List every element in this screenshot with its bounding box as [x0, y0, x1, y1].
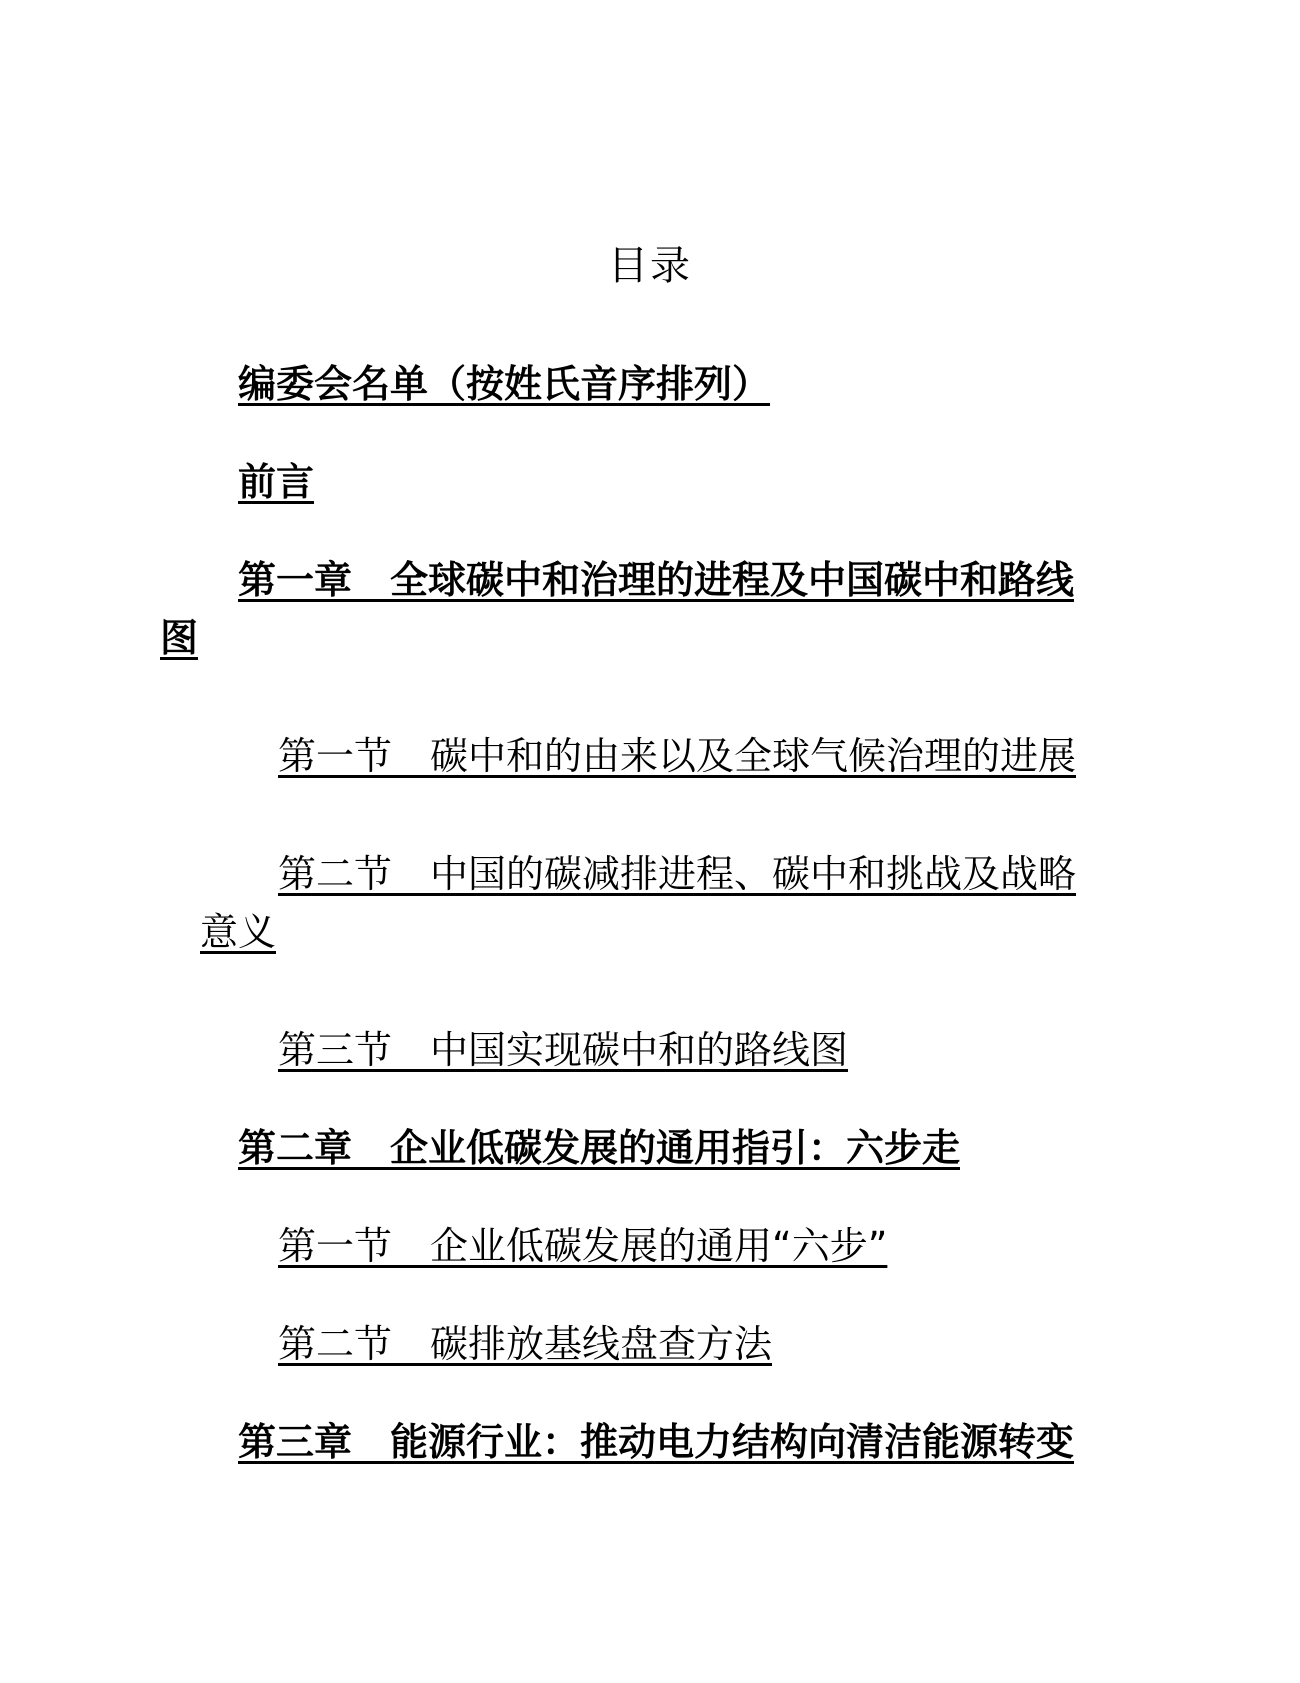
toc-link-text[interactable]: 前言 [238, 460, 315, 504]
toc-entry-chapter-3[interactable] [160, 1413, 1110, 1471]
toc-entry-chapter-2-section-2[interactable] [160, 1315, 1110, 1373]
toc-entry-preface[interactable] [160, 453, 1110, 511]
toc-link-text[interactable]: 第二章 企业低碳发展的通用指引：六步走 [238, 1126, 961, 1170]
page-title: 目录 [608, 243, 692, 289]
toc-link-text[interactable]: 第三节 中国实现碳中和的路线图 [278, 1028, 849, 1072]
toc-link-text[interactable]: 编委会名单（按姓氏音序排列） [238, 362, 771, 406]
toc-entry-editorial-board[interactable] [160, 355, 1110, 413]
table-of-contents [160, 355, 1110, 1471]
toc-link-text[interactable]: 第一节 碳中和的由来以及全球气候治理的进展 [278, 734, 1077, 778]
toc-entry-chapter-2-section-1[interactable] [160, 1217, 1110, 1275]
toc-link-text[interactable]: 第一章 全球碳中和治理的进程及中国碳中和路线图 [160, 558, 1075, 660]
toc-entry-chapter-1-section-3[interactable] [160, 1021, 1110, 1079]
toc-link-text[interactable]: 第二节 中国的碳减排进程、碳中和挑战及战略意义 [200, 852, 1077, 954]
toc-link-text[interactable]: 第二节 碳排放基线盘查方法 [278, 1322, 773, 1366]
toc-link-text[interactable]: 第三章 能源行业：推动电力结构向清洁能源转变 [238, 1420, 1075, 1464]
toc-link-text[interactable]: 第一节 企业低碳发展的通用“六步” [278, 1224, 888, 1268]
toc-entry-chapter-1-section-1[interactable] [160, 727, 1110, 785]
toc-entry-chapter-1-section-2[interactable] [160, 845, 1110, 961]
toc-entry-chapter-2[interactable] [160, 1119, 1110, 1177]
toc-entry-chapter-1[interactable] [160, 551, 1110, 667]
